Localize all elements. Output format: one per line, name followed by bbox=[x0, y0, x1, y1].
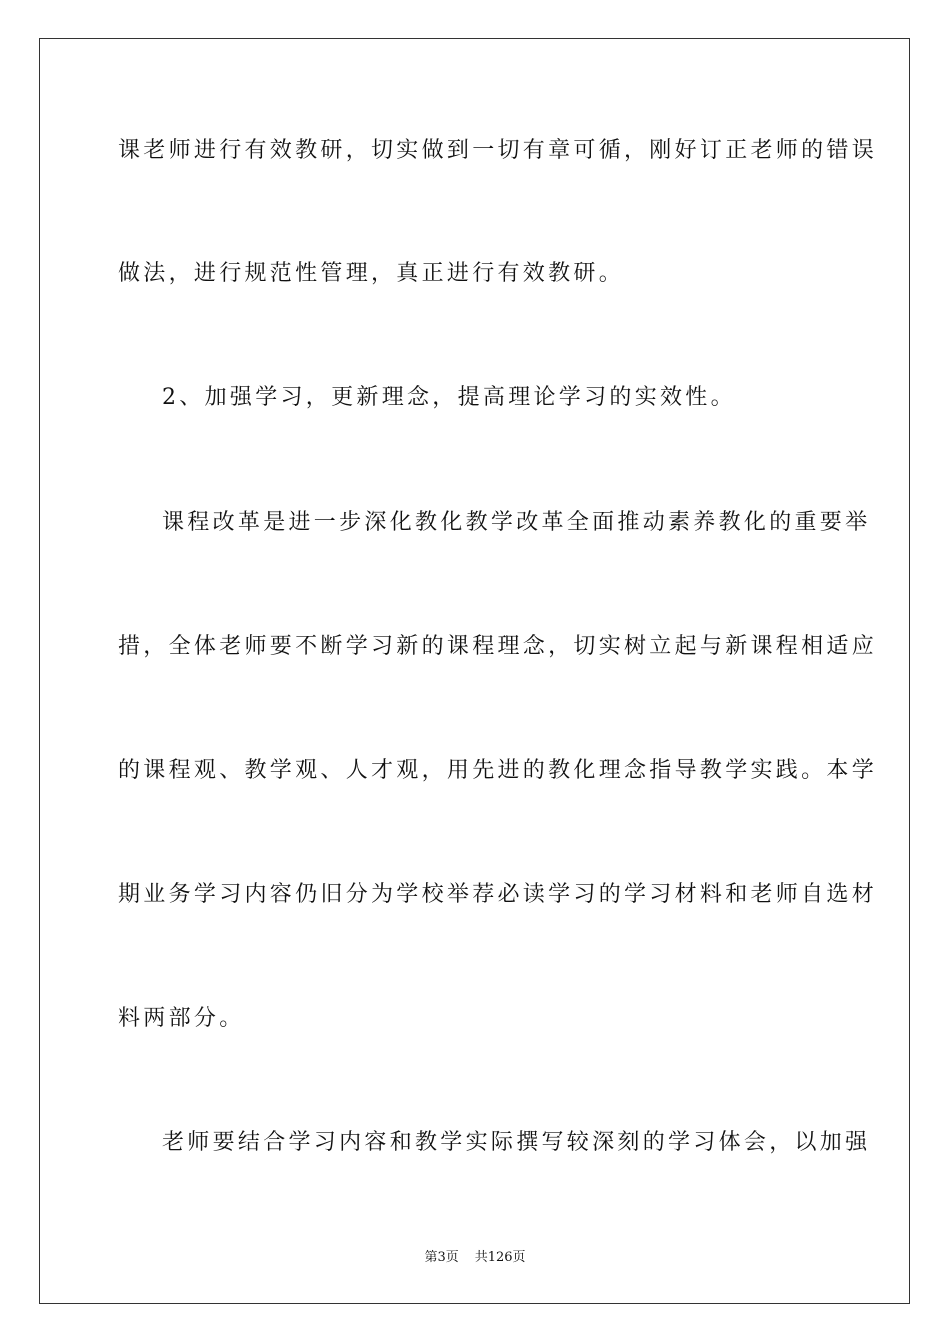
text-line: 课老师进行有效教研，切实做到一切有章可循，刚好订正老师的错误 bbox=[118, 138, 878, 163]
page-footer bbox=[0, 1250, 950, 1266]
section-heading: 2、加强学习，更新理念，提高理论学习的实效性。 bbox=[162, 385, 736, 410]
page-total: 共126页 bbox=[474, 1250, 526, 1265]
page-number: 第3页 bbox=[424, 1250, 459, 1265]
text-line: 的课程观、教学观、人才观，用先进的教化理念指导教学实践。本学 bbox=[118, 758, 878, 783]
text-line: 做法，进行规范性管理，真正进行有效教研。 bbox=[118, 261, 625, 286]
text-line: 老师要结合学习内容和教学实际撰写较深刻的学习体会，以加强 bbox=[162, 1130, 871, 1155]
text-line: 措，全体老师要不断学习新的课程理念，切实树立起与新课程相适应 bbox=[118, 634, 878, 659]
text-line: 课程改革是进一步深化教化教学改革全面推动素养教化的重要举 bbox=[162, 510, 871, 535]
page-border bbox=[39, 38, 910, 1304]
text-line: 料两部分。 bbox=[118, 1006, 245, 1031]
text-line: 期业务学习内容仍旧分为学校举荐必读学习的学习材料和老师自选材 bbox=[118, 882, 878, 907]
